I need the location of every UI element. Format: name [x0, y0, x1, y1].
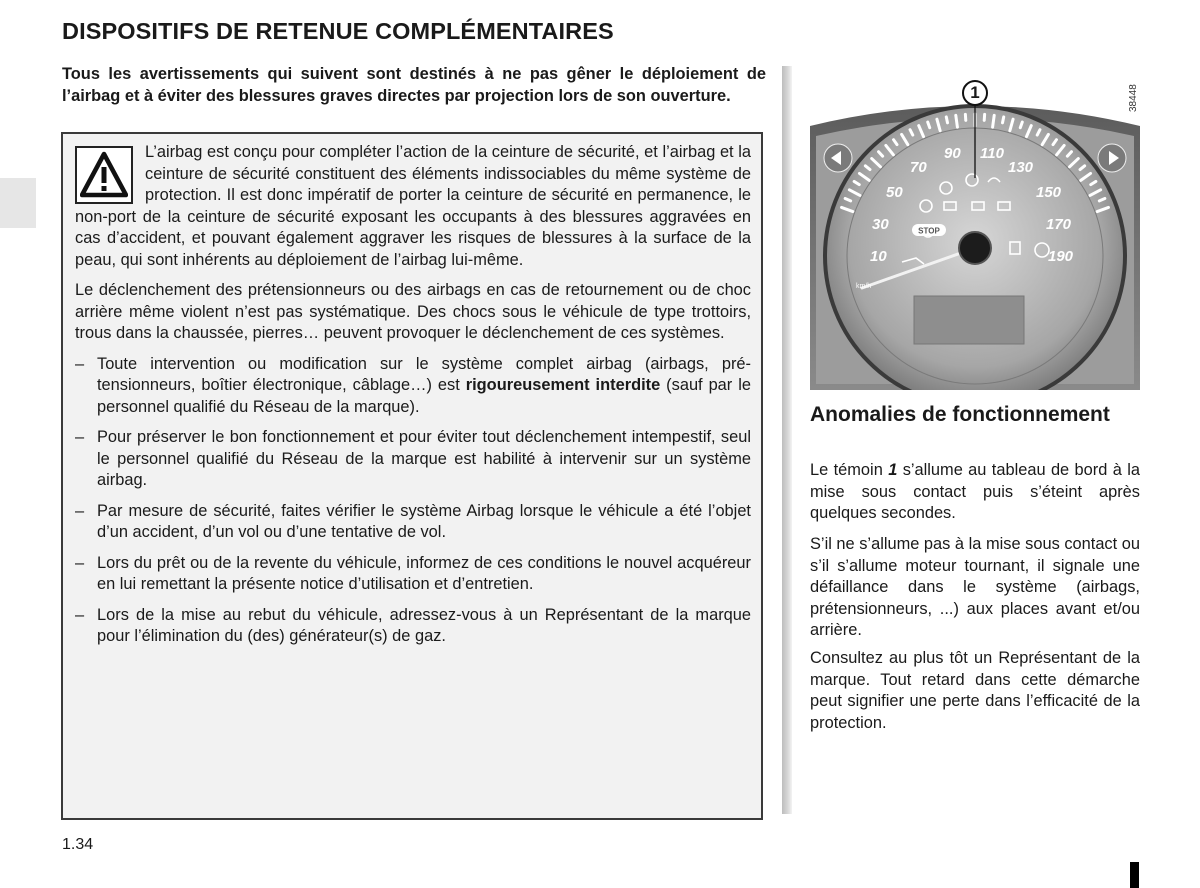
warning-triangle-icon	[75, 146, 133, 204]
column-divider	[782, 66, 792, 814]
dial-tick	[956, 115, 958, 127]
dial-tick	[993, 115, 995, 127]
warning-list	[75, 354, 751, 648]
callout-number: 1	[962, 80, 988, 106]
speed-label: 170	[1046, 216, 1072, 233]
speed-label: 150	[1036, 184, 1062, 201]
stop-indicator: STOP	[918, 226, 940, 236]
warning-box	[61, 132, 763, 820]
warning-list-item: – Pour préserver le bon fonctionnement et pour éviter tout déclenchement intempestif, seul le personnel qualifié du Réseau de la marque est habilité à intervenir sur un système airbag.	[75, 428, 751, 489]
corner-mark	[1130, 862, 1139, 888]
dial-tick	[946, 117, 947, 123]
speed-label: 190	[1048, 248, 1074, 265]
dial-tick	[1003, 117, 1004, 123]
lcd-display	[914, 296, 1024, 344]
figure-reference-code: 38448	[1128, 84, 1139, 112]
speed-label: 90	[944, 145, 961, 162]
chapter-tab	[0, 178, 36, 228]
intro-warning-text: Tous les avertissements qui suivent sont destinés à ne pas gêner le déploiement de l’airbag et à éviter des blessures graves directes par projection lors de son ouverture.	[62, 65, 766, 105]
speed-label: 50	[886, 184, 903, 201]
dial-tick	[928, 122, 930, 128]
warning-list-item: – Lors du prêt ou de la revente du véhicule, informez de ces conditions le nouvel acquéreur en lui remettant la présente notice d’utilisation et d’entretien.	[75, 553, 751, 593]
right-paragraph-1: Le témoin 1 s’allume au tableau de bord à la mise sous contact puis s’éteint après quelques secondes.	[810, 461, 1140, 522]
warning-paragraph-1: L’airbag est conçu pour compléter l’action de la ceinture de sécurité, et l’airbag et la ceinture de sécurité constituent des éléments indissociables du même système de protection. Il est donc impératif de porter la ceinture de sécurité en permanence, le non-port de la ceinture de sécurité exposant les occupants à des blessures aggravées en cas d’accident, et pouvant également aggraver les risques de blessures à la surface de la peau, qui sont inhérents au déploiement de l’airbag lui-même.	[75, 143, 751, 269]
speed-label: 70	[910, 159, 927, 176]
warning-paragraph-2: Le déclenchement des prétensionneurs ou des airbags en cas de retournement ou de choc arrière même violent n’est pas systématique. Des chocs sous le véhicule de type trottoirs, trous dans la chaussée, pierres… peuvent provoquer le déclenchement de ces systèmes.	[75, 281, 751, 342]
warning-list-item: – Par mesure de sécurité, faites vérifier le système Airbag lorsque le véhicule a été l’objet d’un accident, d’un vol ou d’une tentative de vol.	[75, 501, 751, 541]
speed-label: 110	[980, 145, 1004, 162]
speed-unit-label: km/h	[856, 283, 872, 290]
right-paragraph-2: S’il ne s’allume pas à la mise sous contact ou s’il s’allume moteur tournant, il signale une défaillance dans le système (airbags, prétensionneurs, ...) aux places avant et/ou arrière.	[810, 535, 1140, 639]
speed-label: 30	[872, 216, 889, 233]
needle-hub	[959, 232, 991, 264]
instrument-cluster-illustration	[810, 66, 1140, 390]
instrument-cluster-figure	[810, 66, 1140, 390]
speed-label: 130	[1008, 159, 1034, 176]
warning-list-item: – Lors de la mise au rebut du véhicule, adressez-vous à un Représentant de la marque pour l’élimination du (des) générateur(s) de gaz.	[75, 605, 751, 645]
section-heading: Anomalies de fonctionnement	[810, 403, 1110, 426]
emphasis-text: rigoureusement interdite	[465, 376, 661, 394]
warning-list-item: – Toute intervention ou modification sur le système complet airbag (airbags, prétensionneurs, boîtier électronique, câblage…) est rigoureusement interdite (sauf par le personnel qualifié du Réseau de la marque).	[75, 354, 751, 416]
speed-label: 10	[870, 248, 887, 265]
page-title: DISPOSITIFS DE RETENUE COMPLÉMENTAIRES	[62, 18, 614, 44]
page-number: 1.34	[62, 836, 94, 853]
indicator-reference: 1	[888, 461, 898, 479]
right-paragraph-3: Consultez au plus tôt un Représentant de la marque. Tout retard dans cette démarche peut signifier une perte dans l’efficacité de la protection.	[810, 649, 1140, 732]
dial-tick	[1020, 122, 1022, 128]
